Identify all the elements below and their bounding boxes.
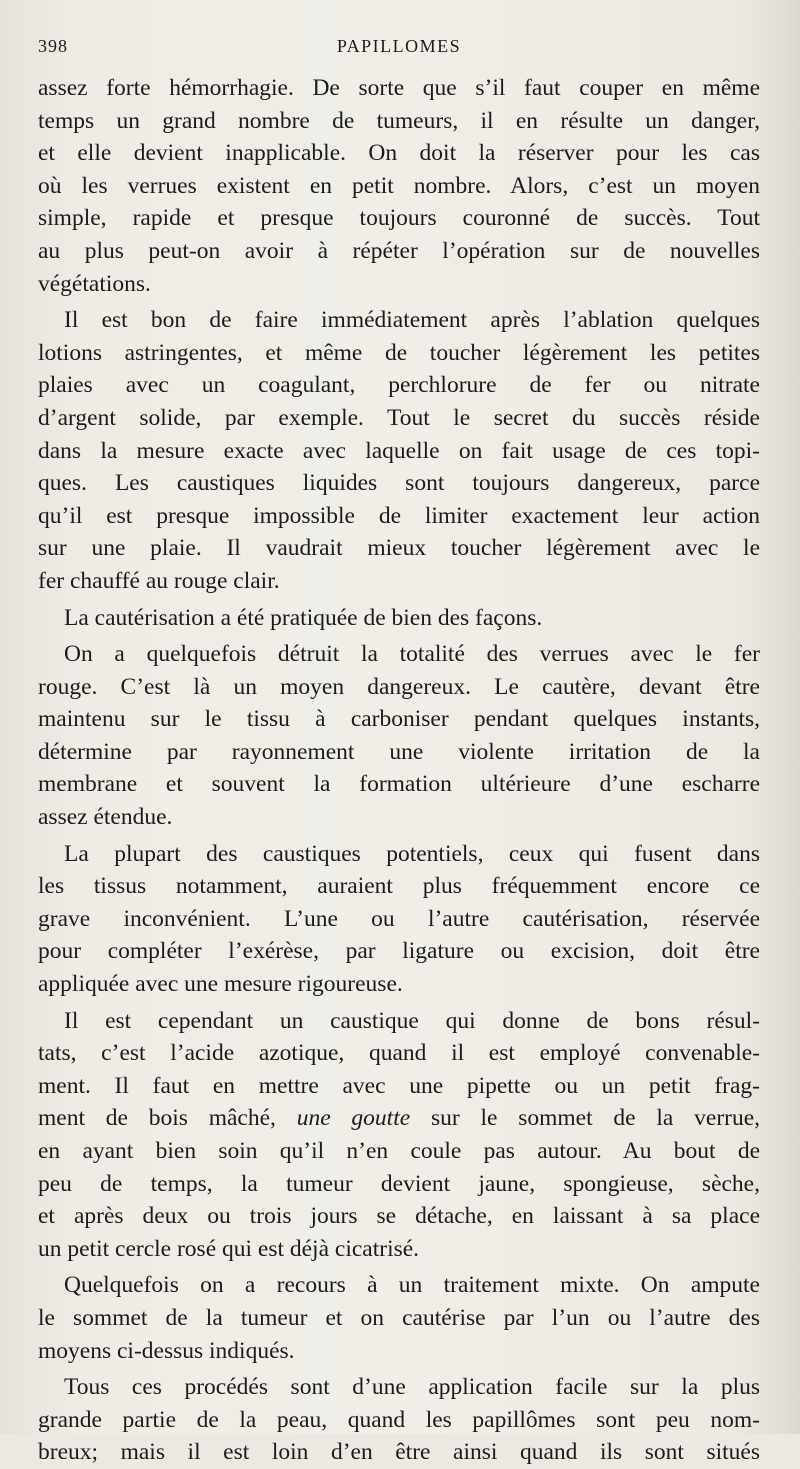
text-line: grande partie de la peau, quand les papillômes sont peu nom-	[38, 1406, 760, 1433]
text-line: lotions astringentes, et même de toucher légèrement les petites	[38, 339, 760, 366]
text-line: temps un grand nombre de tumeurs, il en résulte un danger,	[38, 107, 760, 134]
text-line: le sommet de la tumeur et on cautérise par l’un ou l’autre des	[38, 1304, 760, 1331]
text-line: un petit cercle rosé qui est déjà cicatrisé.	[38, 1235, 420, 1262]
text-line: appliquée avec une mesure rigoureuse.	[38, 971, 403, 998]
text-line: moyens ci-dessus indiqués.	[38, 1337, 295, 1364]
text-line: tats, c’est l’acide azotique, quand il est employé convenable-	[38, 1040, 760, 1067]
paragraph-start: Il est cependant un caustique qui donne de bons résul-	[64, 1007, 760, 1034]
text-line: et elle devient inapplicable. On doit la réserver pour les cas	[38, 140, 760, 167]
running-title: PAPILLOMES	[336, 36, 462, 56]
paragraph-start: La cautérisation a été pratiquée de bien des façons.	[64, 604, 543, 631]
italic-emphasis: une goutte	[296, 1105, 411, 1132]
text-line: sur une plaie. Il vaudrait mieux toucher légèrement avec le	[38, 535, 760, 562]
paragraph-start: Il est bon de faire immédiatement après l’ablation quelques	[64, 307, 760, 334]
text-line: rouge. C’est là un moyen dangereux. Le cautère, devant être	[38, 673, 760, 700]
paragraph-start: Tous ces procédés sont d’une application facile sur la plus	[64, 1374, 760, 1401]
text-line: breux; mais il est loin d’en être ainsi quand ils sont situés	[38, 1439, 760, 1466]
text-line: simple, rapide et presque toujours couronné de succès. Tout	[38, 205, 760, 232]
paragraph-start: On a quelquefois détruit la totalité des verrues avec le fer	[64, 641, 760, 668]
text-line: assez forte hémorrhagie. De sorte que s’il faut couper en même	[38, 75, 760, 101]
running-head	[38, 32, 760, 72]
text-line: végétations.	[38, 270, 151, 297]
text-line: grave inconvénient. L’une ou l’autre cautérisation, réservée	[38, 905, 760, 932]
text-line: les tissus notamment, auraient plus fréquemment encore ce	[38, 873, 760, 900]
text-line: qu’il est presque impossible de limiter exactement leur action	[38, 502, 760, 529]
text-line: en ayant bien soin qu’il n’en coule pas autour. Au bout de	[38, 1138, 760, 1164]
text-line: et après deux ou trois jours se détache, en laissant à sa place	[38, 1203, 760, 1230]
text-line: détermine par rayonnement une violente irritation de la	[38, 738, 760, 765]
body-text	[38, 72, 760, 1469]
text-line: pour compléter l’exérèse, par ligature ou excision, doit être	[38, 938, 760, 965]
text-line: peu de temps, la tumeur devient jaune, spongieuse, sèche,	[38, 1170, 760, 1197]
text-line: ques. Les caustiques liquides sont toujours dangereux, parce	[38, 470, 760, 497]
text-line: maintenu sur le tissu à carboniser pendant quelques instants,	[38, 706, 760, 733]
text-line: où les verrues existent en petit nombre. Alors, c’est un moyen	[38, 172, 760, 199]
text-segment: sur le sommet de la verrue,	[430, 1105, 761, 1132]
text-line: plaies avec un coagulant, perchlorure de fer ou nitrate	[38, 372, 760, 399]
text-line: ment. Il faut en mettre avec une pipette ou un petit frag-	[38, 1072, 760, 1099]
text-line: d’argent solide, par exemple. Tout le secret du succès réside	[38, 404, 760, 431]
paragraph-start: La plupart des caustiques potentiels, ceux qui fusent dans	[64, 840, 760, 867]
text-line: au plus peut-on avoir à répéter l’opération sur de nouvelles	[38, 237, 760, 264]
text-segment: ment de bois mâché,	[38, 1105, 276, 1132]
paragraph-start: Quelquefois on a recours à un traitement mixte. On ampute	[64, 1272, 760, 1299]
page-number: 398	[38, 36, 68, 56]
text-line: fer chauffé au rouge clair.	[38, 567, 280, 594]
text-line: assez étendue.	[38, 804, 173, 831]
text-line-with-emphasis	[38, 1102, 760, 1135]
text-line: dans la mesure exacte avec laquelle on fait usage de ces topi-	[38, 437, 760, 464]
text-line: membrane et souvent la formation ultérieure d’une escharre	[38, 771, 760, 798]
